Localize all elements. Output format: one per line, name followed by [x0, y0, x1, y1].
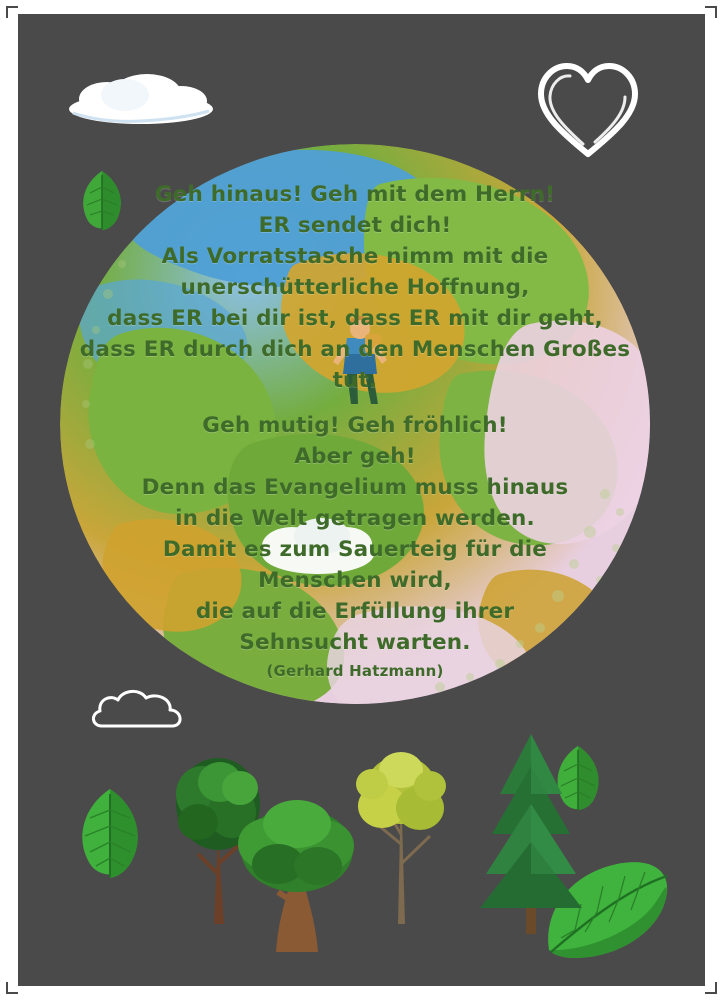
poem-line: ER sendet dich!	[258, 213, 452, 238]
crop-mark-bottom-left-v	[6, 982, 8, 994]
poem-line: unerschütterliche Hoffnung,	[180, 275, 530, 300]
leaf-icon	[76, 169, 128, 233]
tree-illustration	[158, 724, 598, 964]
poem-line: in die Welt getragen werden.	[175, 506, 535, 531]
crop-mark-top-left-v	[6, 6, 8, 18]
poem-spacer	[60, 396, 650, 410]
poem-line: dass ER bei dir ist, dass ER mit dir geht,	[107, 306, 603, 331]
cloud-icon	[63, 69, 218, 127]
poem-line: tut.	[332, 368, 378, 393]
poem-line: die auf die Erfüllung ihrer	[195, 599, 515, 624]
poem-line: Denn das Evangelium muss hinaus	[141, 475, 569, 500]
crop-mark-top-right-v	[715, 6, 717, 18]
poem-author: (Gerhard Hatzmann)	[266, 662, 444, 680]
tree-icon	[238, 800, 354, 952]
tree-icon	[356, 752, 446, 924]
heart-outline-icon	[533, 56, 643, 166]
poem-line: Geh mutig! Geh fröhlich!	[202, 413, 508, 438]
tree-icon	[480, 734, 582, 934]
leaf-icon	[70, 786, 150, 882]
poster-background	[18, 14, 705, 986]
poem-line: Geh hinaus! Geh mit dem Herrn!	[154, 182, 556, 207]
poem-line: Sehnsucht warten.	[239, 630, 471, 655]
poem-line: dass ER durch dich an den Menschen Großes	[79, 337, 631, 362]
poem-line: Damit es zum Sauerteig für die	[162, 537, 548, 562]
poem-line: Als Vorratstasche nimm mit die	[161, 244, 549, 269]
crop-mark-bottom-right-v	[715, 982, 717, 994]
poem-line: Menschen wird,	[258, 568, 452, 593]
poem-line: Aber geh!	[294, 444, 416, 469]
poem-text-block	[60, 179, 650, 682]
